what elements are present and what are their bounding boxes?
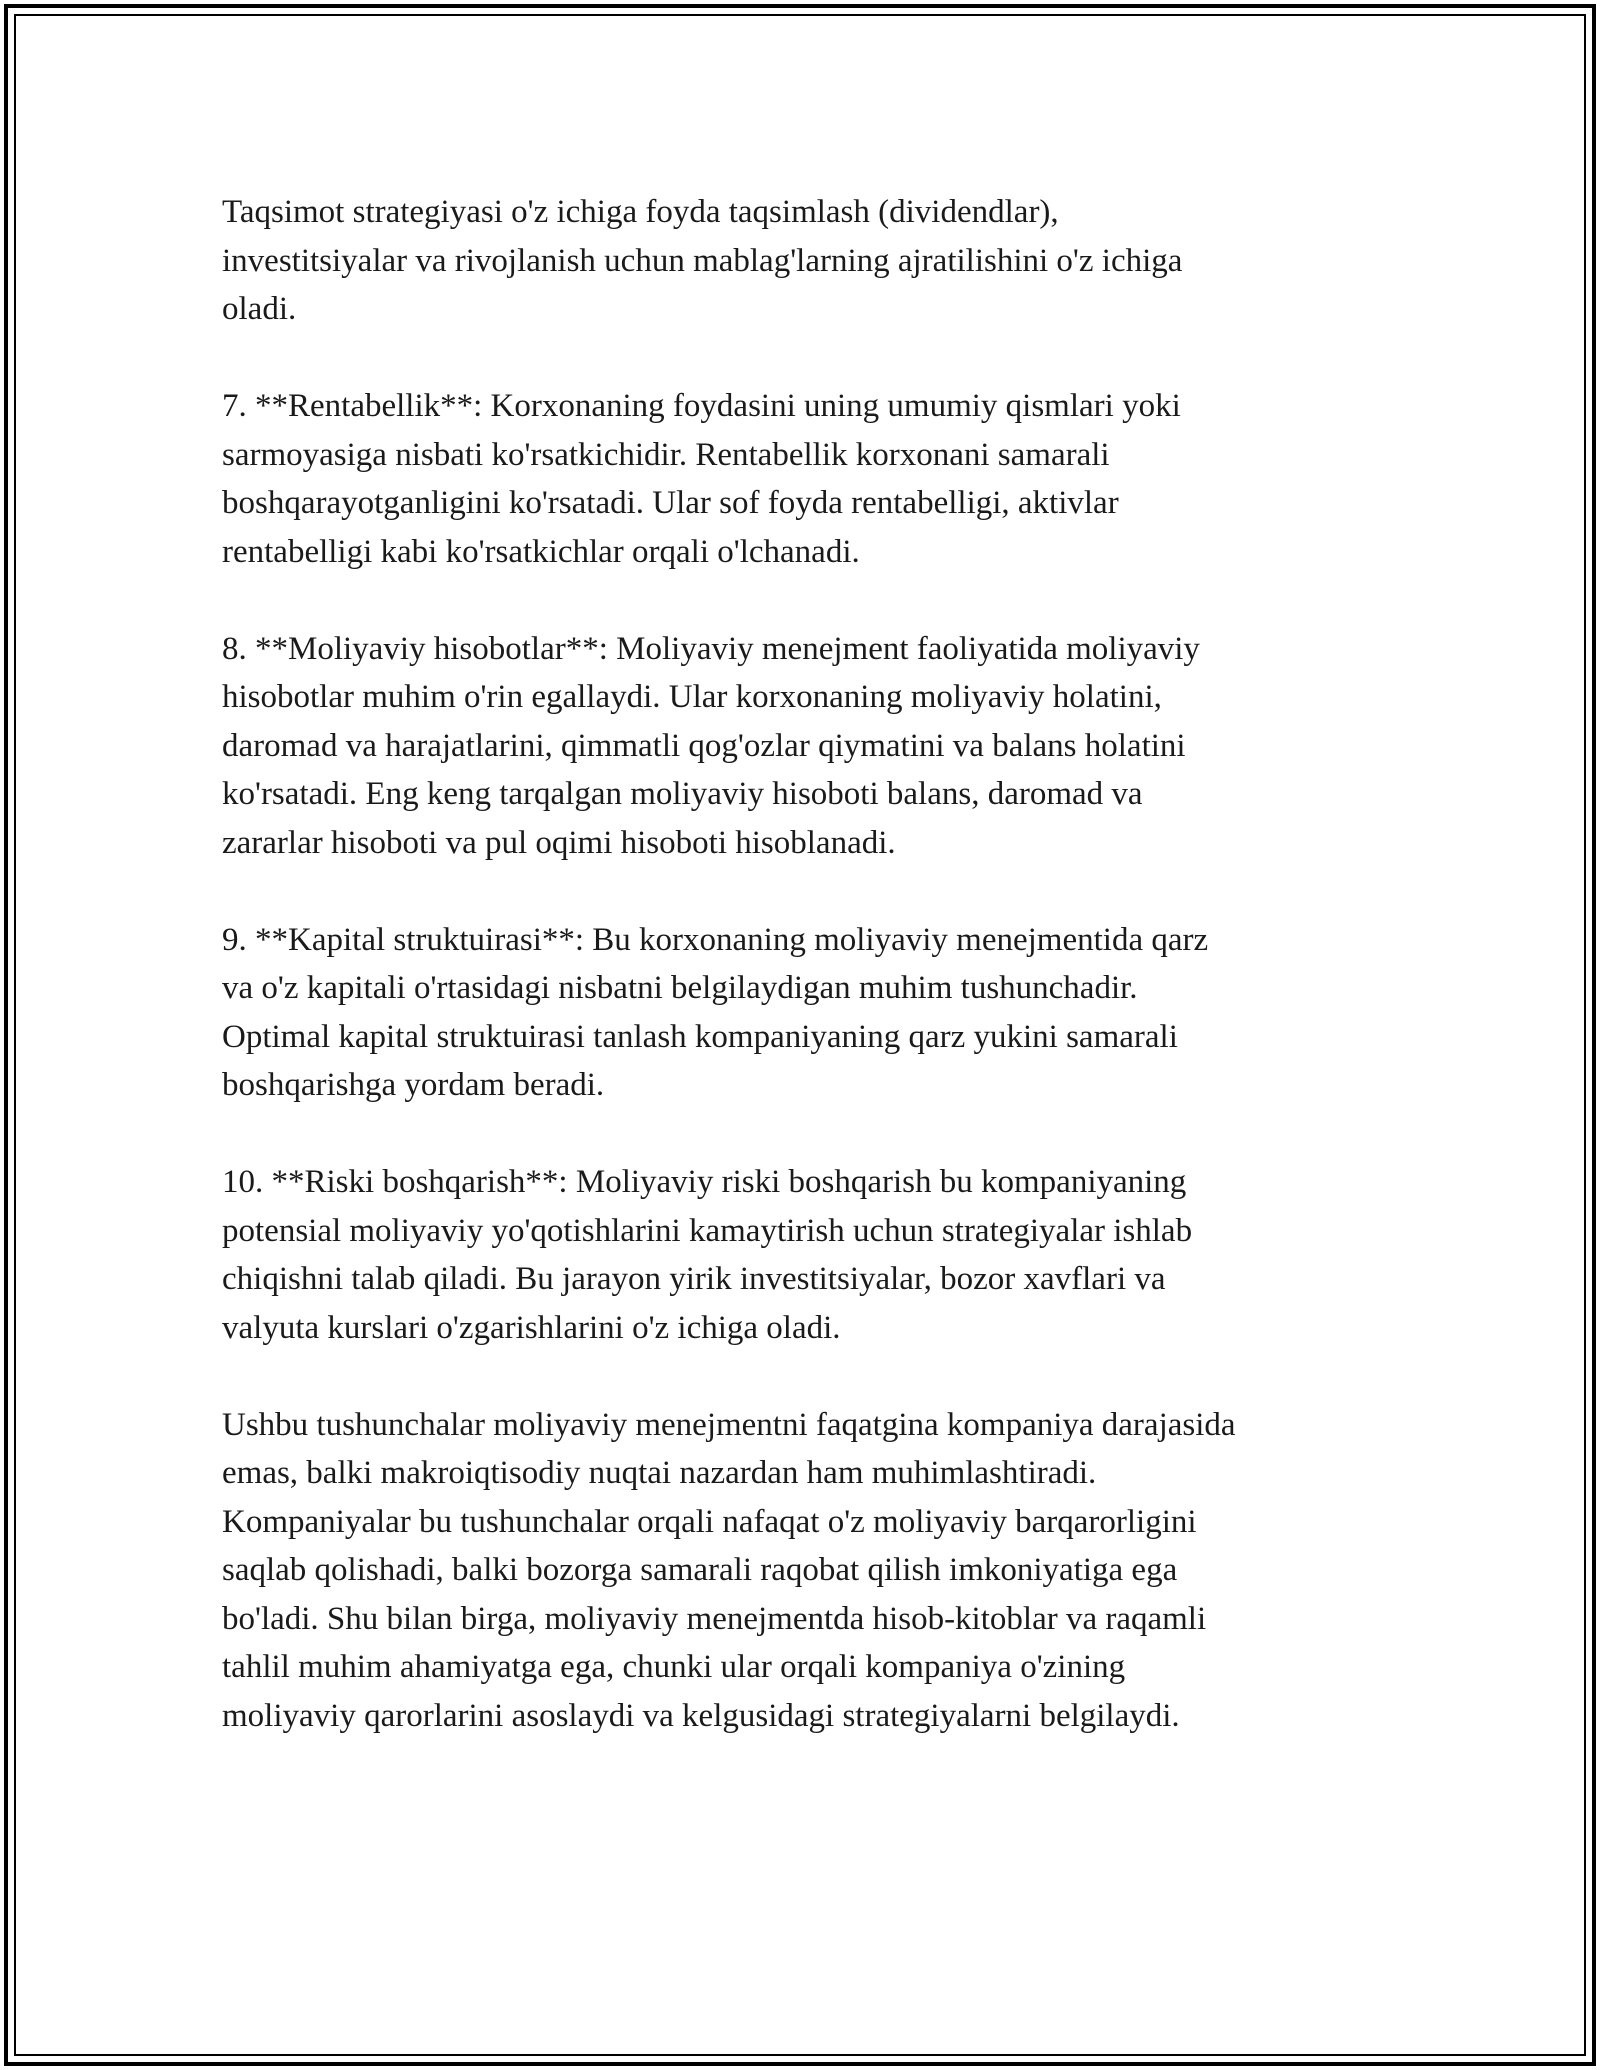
- paragraph-riski-boshqarish: 10. **Riski boshqarish**: Moliyaviy riski boshqarish bu kompaniyaning potensial moliyaviy yo'qotishlarini kamaytirish uchun strategiyalar ishlab chiqishni talab qiladi. Bu jarayon yirik investitsiyalar, bozor xavflari va valyuta kurslari o'zgarishlarini o'z ichiga oladi.: [222, 1164, 1193, 1346]
- paragraph-rentabellik: 7. **Rentabellik**: Korxonaning foydasini uning umumiy qismlari yoki sarmoyasiga nisbati ko'rsatkichidir. Rentabellik korxonani samarali boshqarayotganligini ko'rsatadi. Ular sof foyda rentabelligi, aktivlar rentabelligi kabi ko'rsatkichlar orqali o'lchanadi.: [222, 388, 1181, 570]
- paragraph-moliyaviy-hisobotlar: 8. **Moliyaviy hisobotlar**: Moliyaviy menejment faoliyatida moliyaviy hisobotlar muhim o'rin egallaydi. Ular korxonaning moliyaviy holatini, daromad va harajatlarini, qimmatli qog'ozlar qiymatini va balans holatini ko'rsatadi. Eng keng tarqalgan moliyaviy hisoboti balans, daromad va zararlar hisoboti va pul oqimi hisoboti hisoblanadi.: [222, 630, 1200, 861]
- document-body: [222, 188, 1382, 1789]
- paragraph-kapital-struktuirasi: 9. **Kapital struktuirasi**: Bu korxonaning moliyaviy menejmentida qarz va o'z kapitali o'rtasidagi nisbatni belgilaydigan muhim tushunchadir. Optimal kapital struktuirasi tanlash kompaniyaning qarz yukini samarali boshqarishga yordam beradi.: [222, 921, 1209, 1103]
- paragraph-conclusion: Ushbu tushunchalar moliyaviy menejmentni faqatgina kompaniya darajasida emas, balki makroiqtisodiy nuqtai nazardan ham muhimlashtiradi. Kompaniyalar bu tushunchalar orqali nafaqat o'z moliyaviy barqarorligini saqlab qolishadi, balki bozorga samarali raqobat qilish imkoniyatiga ega bo'ladi. Shu bilan birga, moliyaviy menejmentda hisob-kitoblar va raqamli tahlil muhim ahamiyatga ega, chunki ular orqali kompaniya o'zining moliyaviy qarorlarini asoslaydi va kelgusidagi strategiyalarni belgilaydi.: [222, 1406, 1236, 1734]
- paragraph-distribution-strategy: Taqsimot strategiyasi o'z ichiga foyda taqsimlash (dividendlar), investitsiyalar va rivojlanish uchun mablag'larning ajratilishini o'z ichiga oladi.: [222, 194, 1183, 327]
